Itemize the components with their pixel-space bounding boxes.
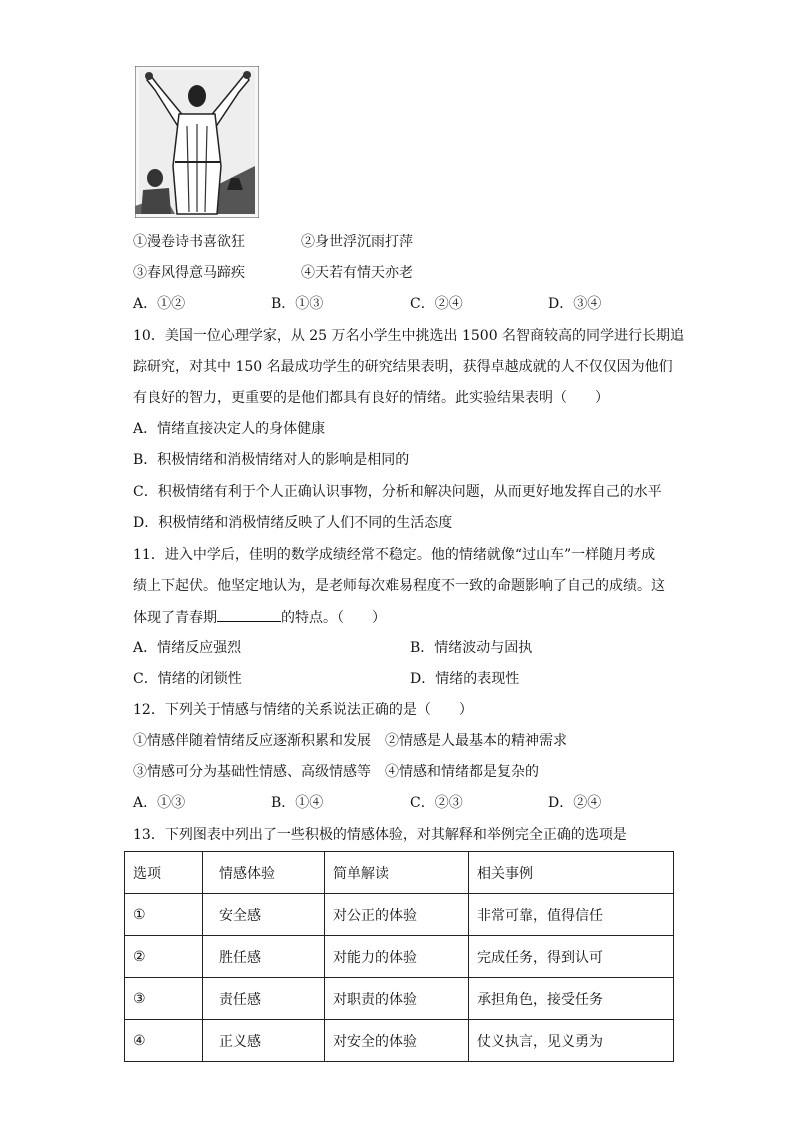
table-cell: 正义感 — [203, 1020, 325, 1062]
table-cell: 对公正的体验 — [325, 894, 469, 936]
q9-choice-a[interactable]: A．①② — [133, 296, 186, 312]
q10-stem-line-3: 有良好的智力，更重要的是他们都具有良好的情绪。此实验结果表明（ ） — [133, 390, 609, 406]
table-cell: 对安全的体验 — [325, 1020, 469, 1062]
q11-stem-line-1: 11．进入中学后，佳明的数学成绩经常不稳定。他的情绪就像“过山车”一样随月考成 — [133, 547, 656, 563]
q12-choice-d[interactable]: D．②④ — [548, 795, 602, 811]
q11-choice-c[interactable]: C．情绪的闭锁性 — [133, 671, 242, 687]
q11-choice-b[interactable]: B．情绪波动与固执 — [410, 640, 533, 656]
table-cell: 承担角色，接受任务 — [469, 978, 674, 1020]
table-cell: 胜任感 — [203, 936, 325, 978]
q12-choice-b[interactable]: B．①④ — [271, 795, 324, 811]
table-row — [125, 936, 674, 978]
table-cell: 仗义执言，见义勇为 — [469, 1020, 674, 1062]
q11-stem-line-3 — [133, 607, 386, 628]
q12-statements-line-1: ①情感伴随着情绪反应逐渐积累和发展 ②情感是人最基本的精神需求 — [133, 733, 567, 749]
q10-choice-d[interactable]: D．积极情绪和消极情绪反映了人们不同的生活态度 — [133, 515, 453, 531]
q9-choice-b[interactable]: B．①③ — [271, 296, 324, 312]
q9-statement-2: ②身世浮沉雨打萍 — [301, 234, 413, 250]
table-cell: ④ — [125, 1020, 203, 1062]
q9-choice-d[interactable]: D．③④ — [548, 296, 602, 312]
q11-choice-a[interactable]: A．情绪反应强烈 — [133, 640, 242, 656]
q9-statement-4: ④天若有情天亦老 — [301, 265, 413, 281]
table-header-cell: 选项 — [125, 852, 203, 894]
q9-choice-c[interactable]: C．②④ — [410, 296, 463, 312]
table-cell: 责任感 — [203, 978, 325, 1020]
q9-statement-1: ①漫卷诗书喜欲狂 — [133, 234, 245, 250]
table-cell: 完成任务，得到认可 — [469, 936, 674, 978]
table-header-cell: 简单解读 — [325, 852, 469, 894]
table-cell: ③ — [125, 978, 203, 1020]
q12-stem: 12．下列关于情感与情绪的关系说法正确的是（ ） — [133, 702, 473, 718]
table-cell: ② — [125, 936, 203, 978]
q10-choice-a[interactable]: A．情绪直接决定人的身体健康 — [133, 421, 326, 437]
table-header-cell: 情感体验 — [203, 852, 325, 894]
q10-choice-b[interactable]: B．积极情绪和消极情绪对人的影响是相同的 — [133, 452, 410, 468]
table-cell: 非常可靠，值得信任 — [469, 894, 674, 936]
poet-illustration — [135, 66, 259, 218]
table-row — [125, 894, 674, 936]
q11-answer-blank — [217, 607, 281, 622]
q12-choice-c[interactable]: C．②③ — [410, 795, 463, 811]
q13-table — [124, 851, 674, 1062]
q10-stem-line-2: 踪研究，对其中 150 名最成功学生的研究结果表明，获得卓越成就的人不仅仅因为他们 — [133, 359, 673, 375]
table-header-cell: 相关事例 — [469, 852, 674, 894]
table-row — [125, 1020, 674, 1062]
q11-stem-after-blank: 的特点。（ ） — [281, 610, 386, 626]
table-row — [125, 978, 674, 1020]
q9-statement-3: ③春风得意马蹄疾 — [133, 265, 245, 281]
q10-choice-c[interactable]: C．积极情绪有利于个人正确认识事物，分析和解决问题，从而更好地发挥自己的水平 — [133, 484, 662, 500]
table-cell: 对能力的体验 — [325, 936, 469, 978]
q11-stem-before-blank: 体现了青春期 — [133, 610, 217, 626]
q13-stem: 13．下列图表中列出了一些积极的情感体验，对其解释和举例完全正确的选项是 — [133, 827, 627, 843]
q12-statements-line-2: ③情感可分为基础性情感、高级情感等 ④情感和情绪都是复杂的 — [133, 764, 539, 780]
table-header-row — [125, 852, 674, 894]
q12-choice-a[interactable]: A．①③ — [133, 795, 186, 811]
table-cell: 安全感 — [203, 894, 325, 936]
table-cell: ① — [125, 894, 203, 936]
q10-stem-line-1: 10．美国一位心理学家，从 25 万名小学生中挑选出 1500 名智商较高的同学进行长期追 — [133, 328, 685, 344]
q11-stem-line-2: 绩上下起伏。他坚定地认为，是老师每次难易程度不一致的命题影响了自己的成绩。这 — [133, 578, 665, 594]
q11-choice-d[interactable]: D．情绪的表现性 — [410, 671, 520, 687]
table-cell: 对职责的体验 — [325, 978, 469, 1020]
